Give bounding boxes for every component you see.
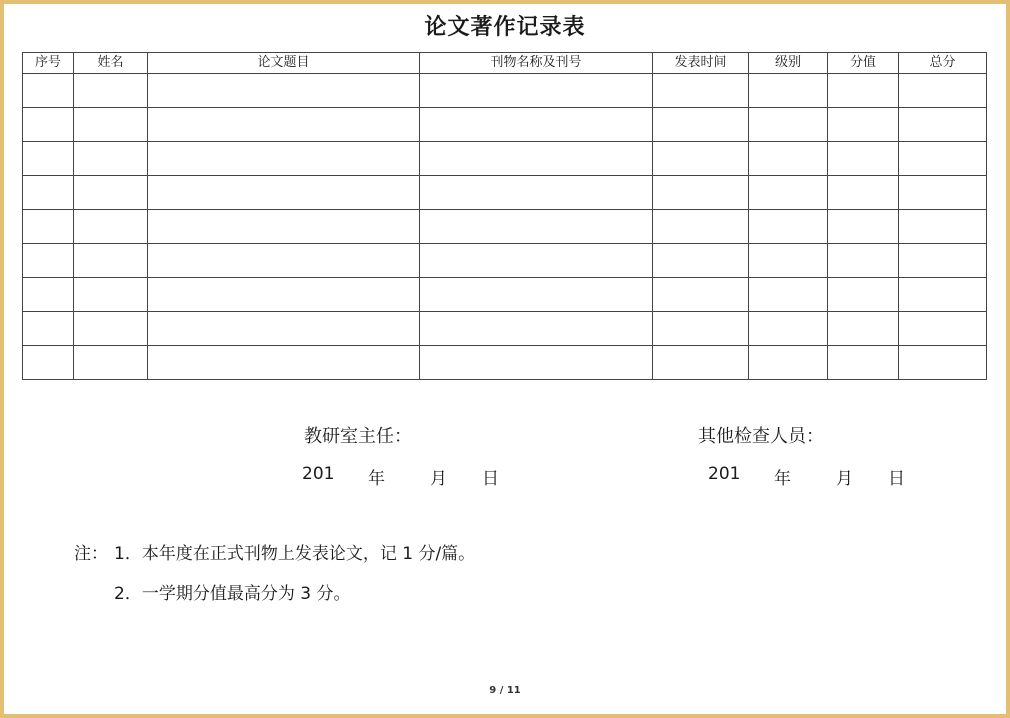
table-cell xyxy=(749,244,828,278)
table-cell xyxy=(148,142,420,176)
table-cell xyxy=(74,108,148,142)
table-cell xyxy=(23,176,74,210)
table-cell xyxy=(420,108,653,142)
table-cell xyxy=(23,210,74,244)
note-item-1: 1．本年度在正式刊物上发表论文，记 1 分/篇。 xyxy=(114,544,476,564)
header-score: 分值 xyxy=(828,53,899,74)
table-cell xyxy=(828,74,899,108)
header-paper-title: 论文题目 xyxy=(148,53,420,74)
date-year-left: 201 xyxy=(302,464,335,484)
table-cell xyxy=(23,244,74,278)
table-cell xyxy=(148,346,420,380)
table-cell xyxy=(74,312,148,346)
date-day-unit-right: 日 xyxy=(888,469,905,489)
table-cell xyxy=(148,210,420,244)
table-cell xyxy=(420,346,653,380)
table-cell xyxy=(653,74,749,108)
table-cell xyxy=(23,108,74,142)
table-row xyxy=(23,210,987,244)
table-row xyxy=(23,108,987,142)
table-cell xyxy=(420,176,653,210)
date-month-unit-left: 月 xyxy=(430,469,447,489)
table-cell xyxy=(828,278,899,312)
table-cell xyxy=(828,312,899,346)
table-cell xyxy=(148,74,420,108)
notes-prefix: 注： xyxy=(74,544,108,564)
table-cell xyxy=(74,278,148,312)
table-body xyxy=(23,74,987,380)
table-cell xyxy=(899,142,987,176)
table-cell xyxy=(148,176,420,210)
table-cell xyxy=(653,210,749,244)
table-cell xyxy=(749,108,828,142)
table-cell xyxy=(23,74,74,108)
table-cell xyxy=(74,210,148,244)
table-row xyxy=(23,278,987,312)
director-label: 教研室主任： xyxy=(304,426,412,447)
header-serial-number: 序号 xyxy=(23,53,74,74)
table-cell xyxy=(148,244,420,278)
page-title: 论文著作记录表 xyxy=(424,14,586,40)
table-cell xyxy=(420,142,653,176)
table-cell xyxy=(74,346,148,380)
table-cell xyxy=(653,108,749,142)
table-cell xyxy=(148,278,420,312)
table-cell xyxy=(899,312,987,346)
page-number: 9 / 11 xyxy=(489,685,521,696)
table-cell xyxy=(828,142,899,176)
table-cell xyxy=(23,312,74,346)
table-cell xyxy=(74,244,148,278)
table-cell xyxy=(899,244,987,278)
table-cell xyxy=(653,312,749,346)
date-day-unit-left: 日 xyxy=(482,469,499,489)
header-journal-name: 刊物名称及刊号 xyxy=(420,53,653,74)
table-cell xyxy=(420,278,653,312)
table-cell xyxy=(828,108,899,142)
table-cell xyxy=(749,312,828,346)
table-cell xyxy=(899,346,987,380)
record-table xyxy=(22,52,987,380)
table-cell xyxy=(74,74,148,108)
table-cell xyxy=(148,108,420,142)
table-cell xyxy=(828,346,899,380)
date-year-right: 201 xyxy=(708,464,741,484)
table-cell xyxy=(420,210,653,244)
table-cell xyxy=(899,176,987,210)
header-name: 姓名 xyxy=(74,53,148,74)
table-cell xyxy=(653,176,749,210)
table-row xyxy=(23,244,987,278)
table-cell xyxy=(899,74,987,108)
table-cell xyxy=(828,176,899,210)
table-cell xyxy=(828,244,899,278)
table-header-row xyxy=(23,53,987,74)
table-row xyxy=(23,346,987,380)
table-cell xyxy=(749,74,828,108)
table-cell xyxy=(653,142,749,176)
table-cell xyxy=(899,210,987,244)
note-item-2: 2．一学期分值最高分为 3 分。 xyxy=(114,584,351,604)
inspector-label: 其他检查人员： xyxy=(698,426,824,447)
table-cell xyxy=(749,176,828,210)
table-cell xyxy=(653,278,749,312)
table-cell xyxy=(148,312,420,346)
table-cell xyxy=(653,244,749,278)
table-cell xyxy=(23,346,74,380)
table-cell xyxy=(74,176,148,210)
table-cell xyxy=(749,210,828,244)
table-cell xyxy=(420,244,653,278)
date-year-unit-left: 年 xyxy=(368,469,385,489)
header-total-score: 总分 xyxy=(899,53,987,74)
table-row xyxy=(23,176,987,210)
header-publish-date: 发表时间 xyxy=(653,53,749,74)
header-level: 级别 xyxy=(749,53,828,74)
table-cell xyxy=(749,346,828,380)
table-row xyxy=(23,74,987,108)
table-cell xyxy=(420,312,653,346)
table-cell xyxy=(749,142,828,176)
table-cell xyxy=(899,108,987,142)
table-cell xyxy=(420,74,653,108)
table-cell xyxy=(653,346,749,380)
table-cell xyxy=(899,278,987,312)
table-cell xyxy=(74,142,148,176)
date-month-unit-right: 月 xyxy=(836,469,853,489)
table-cell xyxy=(23,278,74,312)
table-cell xyxy=(828,210,899,244)
table-row xyxy=(23,312,987,346)
table-row xyxy=(23,142,987,176)
table-cell xyxy=(23,142,74,176)
date-year-unit-right: 年 xyxy=(774,469,791,489)
table-cell xyxy=(749,278,828,312)
